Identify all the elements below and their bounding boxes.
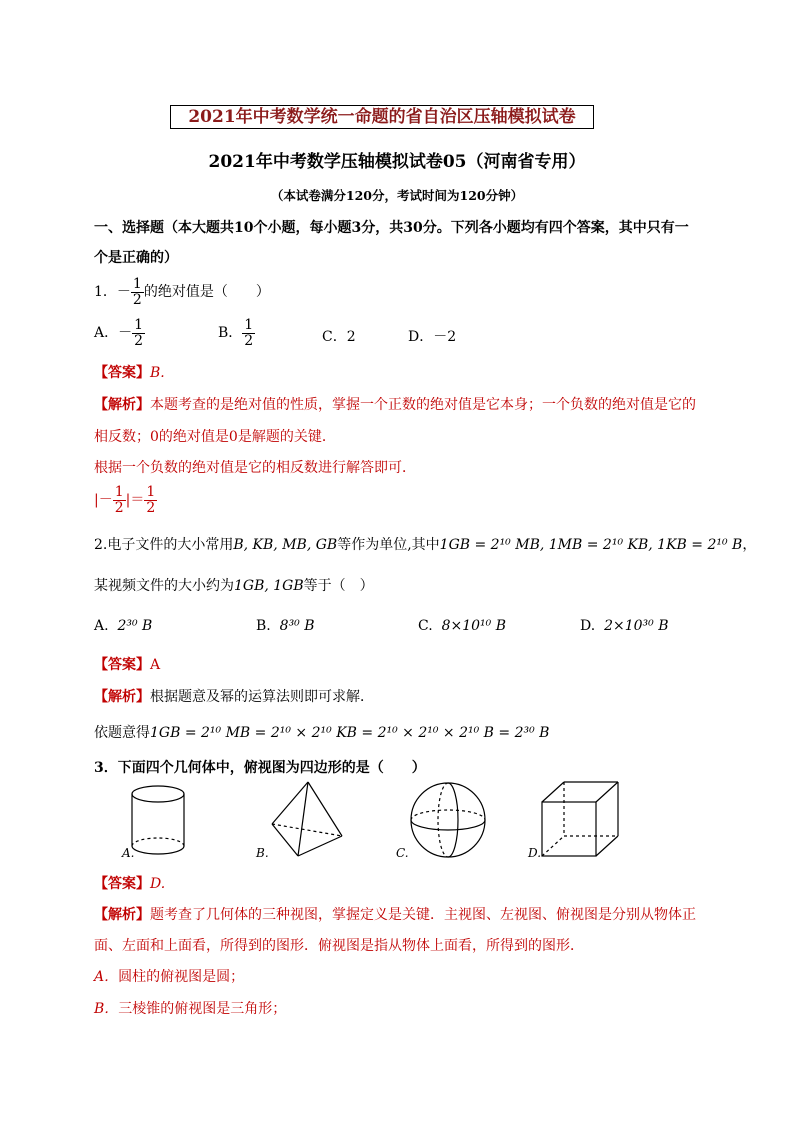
q2-option-b-value: 8³⁰ B bbox=[279, 618, 315, 634]
q2-stem-text3: 某视频文件的大小约为 bbox=[94, 578, 234, 594]
q2-stem-end: ， bbox=[742, 537, 757, 553]
q2-stem-line1 bbox=[94, 534, 756, 554]
pyramid-figure bbox=[272, 782, 342, 856]
q1-option-a-label: A．－ bbox=[94, 325, 133, 342]
q2-option-c-value: 8×10¹⁰ B bbox=[441, 618, 506, 634]
q1-work-rfrac bbox=[144, 485, 157, 515]
q3-label-a: A. bbox=[122, 846, 135, 860]
q2-option-a-label: A. bbox=[94, 618, 109, 634]
cube-figure bbox=[542, 782, 618, 856]
q1-option-b-den: 2 bbox=[244, 332, 254, 349]
q1-analysis-line2: 相反数；0的绝对值是0是解题的关键． bbox=[94, 429, 336, 445]
section-heading-line2: 个是正确的） bbox=[94, 250, 178, 266]
q2-gb-formula: 1GB, 1GB bbox=[234, 578, 304, 594]
q3-analysis-label: 【解析】 bbox=[94, 907, 150, 923]
q3-figures bbox=[112, 780, 712, 865]
q2-stem-text4: 等于（ ） bbox=[303, 578, 374, 594]
q1-frac-num: 1 bbox=[132, 276, 142, 292]
q1-work-left: |－ bbox=[94, 492, 113, 509]
q3-answer-label: 【答案】 bbox=[94, 876, 150, 892]
q3-line-a bbox=[94, 966, 244, 986]
cylinder-figure bbox=[132, 786, 184, 854]
q1-work-rden: 2 bbox=[146, 499, 156, 516]
page-title: 2021年中考数学压轴模拟试卷05（河南省专用） bbox=[208, 152, 586, 172]
exam-subtitle: （本试卷满分120分，考试时间为120分钟） bbox=[270, 188, 524, 203]
q1-answer-label: 【答案】 bbox=[94, 365, 150, 381]
q2-work-formula: 1GB = 2¹⁰ MB = 2¹⁰ × 2¹⁰ KB = 2¹⁰ × 2¹⁰ × 2¹⁰ B = 2³⁰ B bbox=[150, 725, 550, 741]
q1-analysis-label: 【解析】 bbox=[94, 397, 150, 413]
q1-analysis-line3: 根据一个负数的绝对值是它的相反数进行解答即可． bbox=[94, 460, 416, 476]
q3-answer-value: D. bbox=[150, 876, 166, 892]
q3-line-a-text: 圆柱的俯视图是圆； bbox=[118, 969, 245, 985]
q1-work-den: 2 bbox=[114, 499, 124, 516]
q1-option-a bbox=[94, 318, 145, 348]
exam-series-banner: 2021年中考数学统一命题的省自治区压轴模拟试卷 bbox=[170, 105, 594, 129]
q2-unit-formula: 1GB = 2¹⁰ MB, 1MB = 2¹⁰ KB, 1KB = 2¹⁰ B bbox=[439, 537, 743, 553]
q1-work-frac bbox=[113, 485, 126, 515]
q2-option-d bbox=[580, 618, 669, 634]
q2-work bbox=[94, 722, 549, 742]
q3-answer bbox=[94, 873, 165, 893]
q1-stem-tail: 的绝对值是（ ） bbox=[143, 284, 270, 301]
q2-option-b bbox=[256, 618, 315, 634]
q1-option-d: D．－2 bbox=[408, 329, 457, 345]
q2-units: B, KB, MB, GB bbox=[233, 537, 338, 553]
q1-analysis-text1: 本题考查的是绝对值的性质，掌握一个正数的绝对值是它本身；一个负数的绝对值是它的 bbox=[150, 397, 696, 413]
q1-option-b-fraction bbox=[242, 318, 255, 348]
q3-line-b-text: 三棱锥的俯视图是三角形； bbox=[118, 1001, 287, 1017]
q2-analysis bbox=[94, 686, 374, 706]
q2-option-c-label: C. bbox=[418, 618, 433, 634]
q1-stem bbox=[94, 277, 270, 307]
q1-option-b-num: 1 bbox=[244, 317, 254, 333]
q2-option-a-value: 2³⁰ B bbox=[117, 618, 153, 634]
q3-line-b-label: B． bbox=[94, 1001, 119, 1017]
q2-option-d-label: D. bbox=[580, 618, 596, 634]
q3-label-d: D. bbox=[528, 846, 542, 860]
q2-stem-text1: 2.电子文件的大小常用 bbox=[94, 537, 234, 553]
q3-stem: 3．下面四个几何体中，俯视图为四边形的是（ ） bbox=[94, 760, 426, 776]
q3-analysis-line1 bbox=[94, 904, 696, 924]
q1-work-rnum: 1 bbox=[146, 484, 156, 500]
q2-work-label: 依题意得 bbox=[94, 725, 150, 741]
q1-option-b-label: B． bbox=[218, 325, 243, 342]
q1-option-c: C．2 bbox=[322, 329, 356, 345]
q2-stem-text2: 等作为单位,其中 bbox=[337, 537, 440, 553]
q1-work bbox=[94, 485, 157, 515]
q2-answer-value: A bbox=[150, 657, 161, 673]
q3-analysis-line2: 面、左面和上面看，所得到的图形．俯视图是指从物体上面看，所得到的图形． bbox=[94, 938, 584, 954]
q1-option-b bbox=[218, 318, 255, 348]
q3-line-a-label: A． bbox=[94, 969, 119, 985]
q2-answer bbox=[94, 654, 160, 674]
q2-answer-label: 【答案】 bbox=[94, 657, 150, 673]
q2-analysis-text: 根据题意及幂的运算法则即可求解． bbox=[150, 689, 374, 705]
q1-option-a-fraction bbox=[132, 318, 145, 348]
q2-option-c bbox=[418, 618, 506, 634]
q2-stem-line2 bbox=[94, 575, 374, 595]
q2-analysis-label: 【解析】 bbox=[94, 689, 150, 705]
q2-option-b-label: B. bbox=[256, 618, 271, 634]
q1-number: 1．－ bbox=[94, 284, 131, 301]
q1-option-a-num: 1 bbox=[134, 317, 144, 333]
q1-work-mid: |＝ bbox=[125, 492, 145, 509]
q2-option-a bbox=[94, 618, 152, 634]
section-heading-line1: 一、选择题（本大题共10个小题，每小题3分，共30分。下列各小题均有四个答案，其中只有一 bbox=[94, 220, 689, 236]
q3-label-c: C. bbox=[396, 846, 409, 860]
q1-option-a-den: 2 bbox=[134, 332, 144, 349]
q3-label-b: B. bbox=[256, 846, 269, 860]
q1-answer bbox=[94, 362, 165, 382]
q1-fraction bbox=[131, 277, 144, 307]
q1-work-num: 1 bbox=[114, 484, 124, 500]
q1-answer-value: B. bbox=[150, 365, 165, 381]
q1-frac-den: 2 bbox=[132, 291, 142, 308]
q1-analysis-line1 bbox=[94, 394, 696, 414]
q2-option-d-value: 2×10³⁰ B bbox=[604, 618, 669, 634]
q3-line-b bbox=[94, 998, 286, 1018]
q3-analysis-text1: 题考查了几何体的三种视图，掌握定义是关键．主视图、左视图、俯视图是分别从物体正 bbox=[150, 907, 696, 923]
sphere-figure bbox=[411, 783, 485, 857]
